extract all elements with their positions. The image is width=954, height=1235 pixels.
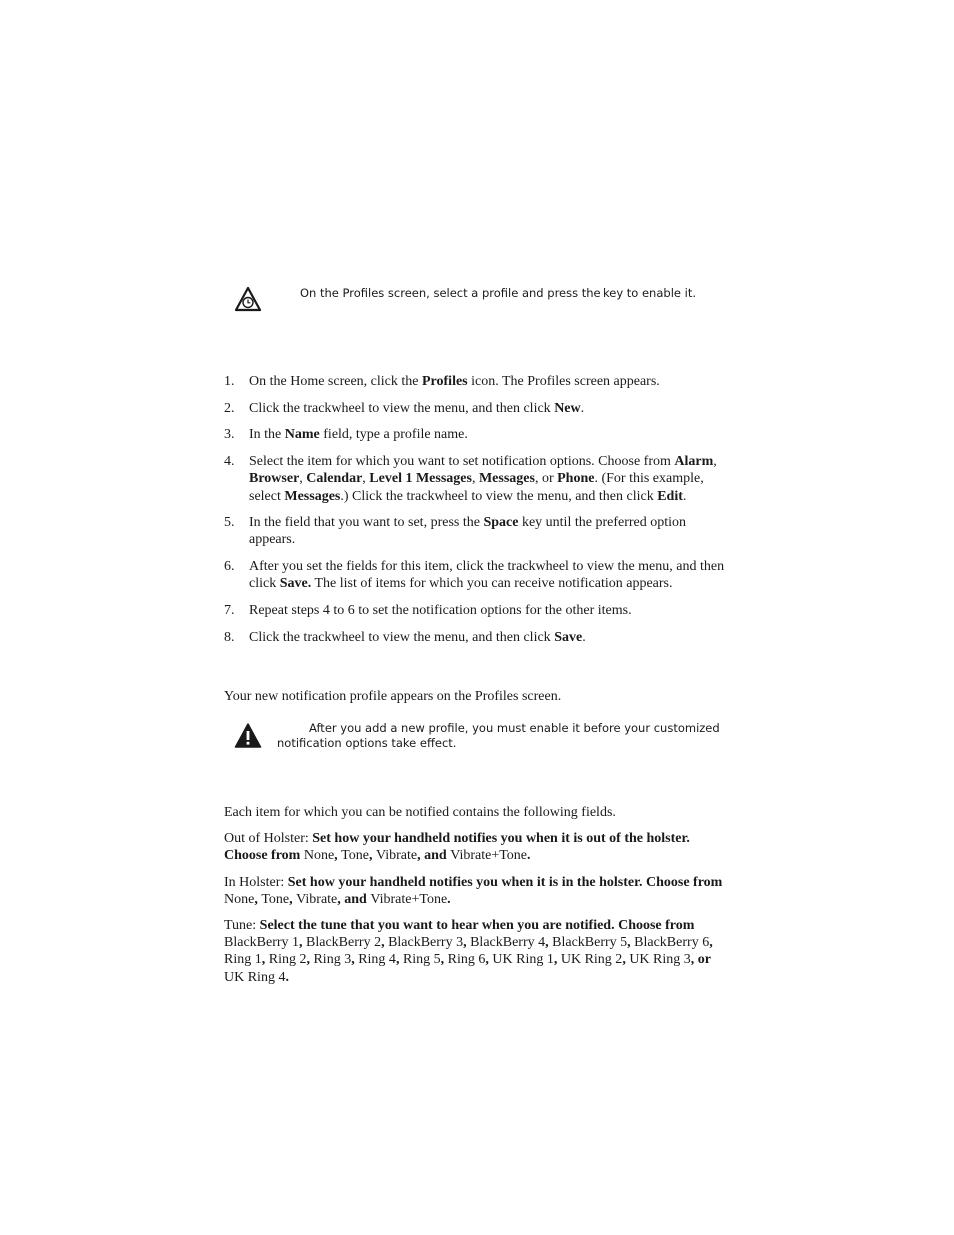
bold-term: Phone xyxy=(557,471,595,487)
bold-term: . xyxy=(527,848,531,864)
text-run: In the field that you want to set, press the xyxy=(249,515,484,531)
step-number: 8. xyxy=(224,629,235,645)
bold-term: Save xyxy=(554,629,583,645)
text-run: After you set the fields for this item, click the trackwheel to view the menu, and then click xyxy=(249,559,725,592)
result-paragraph: Your new notification profile appears on the Profiles screen. xyxy=(224,689,562,704)
bold-term: Level 1 Messages xyxy=(369,471,472,487)
text-run: Out of Holster: xyxy=(224,831,309,846)
text-run: . (For this example, select xyxy=(249,471,704,504)
text-run: , xyxy=(299,471,307,487)
bold-term: , xyxy=(553,952,561,968)
step-number: 7. xyxy=(224,603,235,619)
bold-term: , xyxy=(395,952,403,968)
bold-term: , xyxy=(545,935,553,951)
bold-term: Space xyxy=(483,515,519,531)
out-of-holster-paragraph xyxy=(224,830,734,864)
step-number: 2. xyxy=(224,400,235,416)
text-run: None xyxy=(303,848,335,864)
bold-term: , xyxy=(463,935,471,951)
bold-term: , xyxy=(334,848,342,864)
bold-term: , xyxy=(261,952,269,968)
text-run: In Holster: xyxy=(224,875,285,890)
text-run: UK Ring 2 xyxy=(560,952,623,968)
text-run: Ring 3 xyxy=(313,952,352,968)
text-run: Click the trackwheel to view the menu, and then click xyxy=(249,629,555,645)
step-item xyxy=(224,400,734,417)
text-run: In the xyxy=(249,427,285,443)
in-holster-paragraph xyxy=(224,874,734,908)
bold-term: , xyxy=(485,952,493,968)
text-run: None xyxy=(224,892,255,908)
procedure-steps xyxy=(224,373,734,655)
bold-term: Set how your handheld notifies you when it is in the holster. Choose from xyxy=(284,875,723,890)
text-run: Click the trackwheel to view the menu, and then click xyxy=(249,400,555,416)
text-run: BlackBerry 4 xyxy=(470,935,546,951)
text-run: Vibrate xyxy=(296,892,338,908)
text-run: UK Ring 3 xyxy=(629,952,691,968)
text-run: , xyxy=(471,471,479,487)
text-run: Ring 1 xyxy=(224,952,262,968)
text-run: , xyxy=(713,454,717,470)
text-run: Tone xyxy=(341,848,369,864)
bold-term: Messages xyxy=(478,471,535,487)
step-number: 1. xyxy=(224,374,235,389)
text-run: On the Home screen, click the xyxy=(249,374,422,389)
text-run: Ring 5 xyxy=(402,952,441,968)
bold-term: Browser xyxy=(249,471,300,487)
bold-term: , xyxy=(299,935,307,951)
bold-term: , xyxy=(622,952,630,968)
bold-term: Select the tune that you want to hear when you are notified. Choose from xyxy=(256,918,695,933)
fields-intro: Each item for which you can be notified contains the following fields. xyxy=(224,805,616,820)
text-run: Ring 4 xyxy=(358,952,396,968)
step-item xyxy=(224,602,734,619)
warning-icon xyxy=(234,722,262,750)
step-item xyxy=(224,558,734,592)
text-run: BlackBerry 1 xyxy=(224,935,300,951)
bold-term: Profiles xyxy=(422,374,468,389)
text-run: UK Ring 1 xyxy=(492,952,554,968)
step-number: 4. xyxy=(224,454,235,470)
text-run: . xyxy=(582,629,586,645)
bold-term: , xyxy=(368,848,376,864)
bold-term: Messages xyxy=(284,488,341,504)
bold-term: , xyxy=(627,935,635,951)
text-run: Ring 6 xyxy=(447,952,486,968)
bold-term: Save. xyxy=(279,576,312,592)
bold-term: , or xyxy=(690,952,711,968)
step-item xyxy=(224,453,734,505)
text-run: The list of items for which you can receive notification appears. xyxy=(311,576,673,592)
text-run: BlackBerry 3 xyxy=(388,935,464,951)
step-item xyxy=(224,426,734,443)
bold-term: , xyxy=(440,952,448,968)
step-item xyxy=(224,373,734,390)
clock-tip-icon xyxy=(234,286,262,314)
text-run: field, type a profile name. xyxy=(319,427,468,443)
text-run: UK Ring 4 xyxy=(224,969,286,985)
text-run: BlackBerry 5 xyxy=(552,935,628,951)
bold-term: , and xyxy=(337,892,371,908)
bold-term: Alarm xyxy=(674,454,714,470)
tune-paragraph xyxy=(224,917,734,986)
text-run: . xyxy=(682,488,687,504)
text-run: Tune: xyxy=(224,918,257,933)
text-run: Vibrate xyxy=(375,848,418,864)
text-run: BlackBerry 2 xyxy=(306,935,382,951)
bold-term: . xyxy=(447,892,451,908)
text-run: key until the preferred option appears. xyxy=(249,515,687,548)
text-run: , xyxy=(362,471,370,487)
bold-term: , xyxy=(709,935,713,951)
text-run: Select the item for which you want to set notification options. Choose from xyxy=(249,454,675,470)
text-run: Ring 2 xyxy=(268,952,307,968)
step-number: 6. xyxy=(224,559,235,575)
bold-term: Calendar xyxy=(306,471,363,487)
step-number: 5. xyxy=(224,515,235,531)
text-run: icon. The Profiles screen appears. xyxy=(467,374,660,389)
warning-line-2: notification options take effect. xyxy=(277,736,457,750)
text-run: .) Click the trackwheel to view the menu, and then click xyxy=(340,488,658,504)
bold-term: Set how your handheld notifies you when it is out of the holster. Choose from xyxy=(224,831,690,864)
text-run: Vibrate+Tone xyxy=(450,848,528,864)
text-run: BlackBerry 6 xyxy=(634,935,710,951)
text-run: . xyxy=(580,400,585,416)
warning-line-1: After you add a new profile, you must enable it before your customized xyxy=(309,721,720,735)
step-number: 3. xyxy=(224,427,235,443)
bold-term: New xyxy=(554,400,581,416)
bold-term: , xyxy=(289,892,297,908)
tip-text-before: On the Profiles screen, select a profile and press the xyxy=(300,286,601,300)
bold-term: , and xyxy=(417,848,451,864)
text-run: , or xyxy=(534,471,558,487)
bold-term: . xyxy=(285,969,289,985)
step-item xyxy=(224,514,734,548)
text-run: Tone xyxy=(261,892,290,908)
step-item xyxy=(224,629,734,646)
bold-term: Edit xyxy=(657,488,683,504)
bold-term: , xyxy=(351,952,359,968)
bold-term: , xyxy=(254,892,262,908)
tip-text-after: key to enable it. xyxy=(603,286,696,300)
bold-term: , xyxy=(381,935,389,951)
bold-term: Name xyxy=(284,427,320,443)
bold-term: , xyxy=(306,952,314,968)
text-run: Repeat steps 4 to 6 to set the notification options for the other items. xyxy=(249,603,632,619)
text-run: Vibrate+Tone xyxy=(370,892,448,908)
